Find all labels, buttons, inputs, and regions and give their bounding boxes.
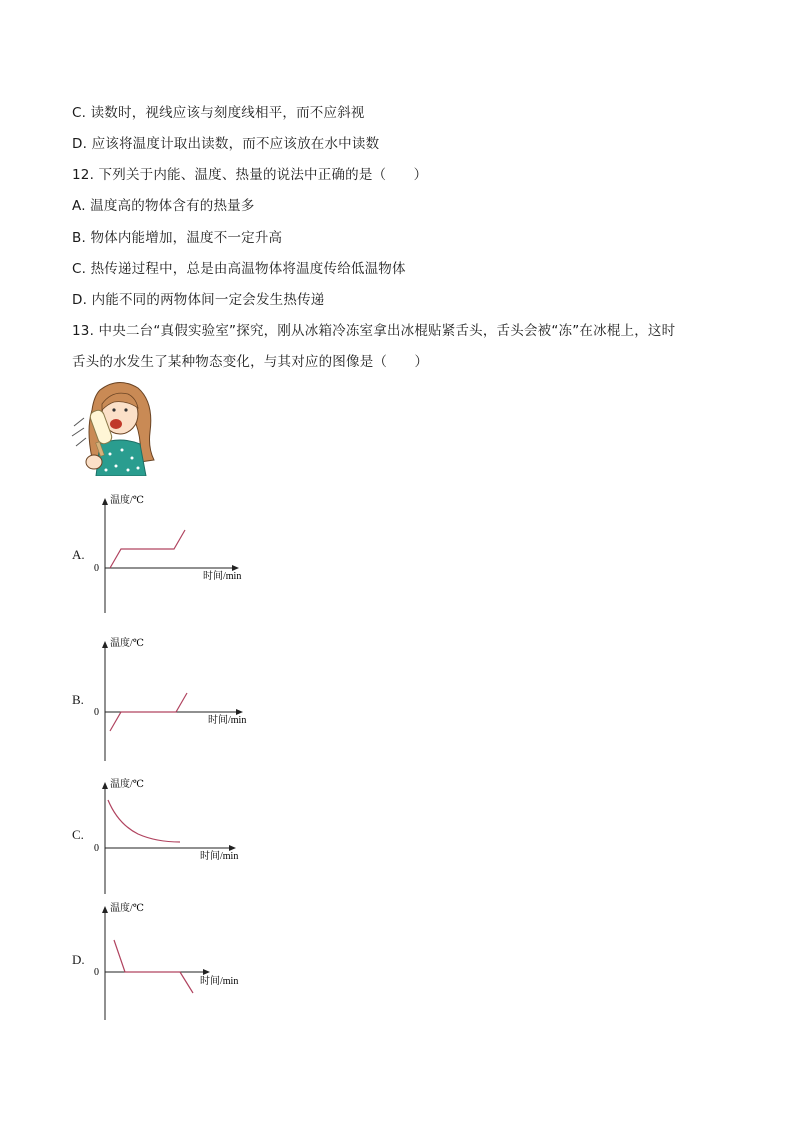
graph-d-origin: 0	[94, 967, 99, 978]
graph-c-ylabel: 温度/℃	[110, 779, 144, 790]
question-13-line2: 舌头的水发生了某种物态变化，与其对应的图像是（ ）	[72, 354, 429, 370]
graph-b-xlabel: 时间/min	[208, 715, 247, 726]
option-d-text: D. 应该将温度计取出读数，而不应该放在水中读数	[72, 136, 380, 152]
question-12: 12. 下列关于内能、温度、热量的说法中正确的是（ ）	[72, 167, 428, 183]
graph-b-y-arrow	[102, 641, 108, 648]
graph-c-curve	[108, 800, 180, 842]
graph-b-letter: B.	[72, 692, 84, 707]
graph-b-origin: 0	[94, 707, 99, 718]
graph-a-origin: 0	[94, 563, 99, 574]
graph-b-ylabel: 温度/℃	[110, 638, 144, 649]
q12-option-d: D. 内能不同的两物体间一定会发生热传递	[72, 292, 325, 308]
graph-c-xlabel: 时间/min	[200, 851, 239, 862]
graph-b	[88, 631, 268, 766]
graph-a	[88, 488, 268, 618]
q12-option-a: A. 温度高的物体含有的热量多	[72, 198, 255, 214]
graph-a-letter: A.	[72, 547, 85, 562]
girl-popsicle-illustration	[70, 380, 162, 476]
graph-b-curve	[110, 693, 187, 731]
graph-d-letter: D.	[72, 952, 85, 967]
graph-a-curve	[110, 530, 185, 568]
graph-c	[88, 772, 268, 897]
graph-d-x-arrow	[203, 969, 210, 975]
option-c-text: C. 读数时，视线应该与刻度线相平，而不应斜视	[72, 105, 365, 121]
graph-d-y-arrow	[102, 906, 108, 913]
graph-c-origin: 0	[94, 843, 99, 854]
graph-a-xlabel: 时间/min	[203, 571, 242, 582]
question-13-line1: 13. 中央二台“真假实验室”探究，刚从冰箱冷冻室拿出冰棍贴紧舌头，舌头会被“冻”在冰棍上，这时	[72, 323, 676, 339]
graph-c-letter: C.	[72, 827, 84, 842]
graph-a-y-arrow	[102, 498, 108, 505]
graph-d-curve	[114, 940, 193, 993]
graph-d-ylabel: 温度/℃	[110, 903, 144, 914]
graph-c-y-arrow	[102, 782, 108, 789]
graph-d-xlabel: 时间/min	[200, 976, 239, 987]
graph-d	[88, 896, 268, 1024]
q12-option-c: C. 热传递过程中，总是由高温物体将温度传给低温物体	[72, 261, 406, 277]
q12-option-b: B. 物体内能增加，温度不一定升高	[72, 230, 283, 246]
graph-a-ylabel: 温度/℃	[110, 495, 144, 506]
